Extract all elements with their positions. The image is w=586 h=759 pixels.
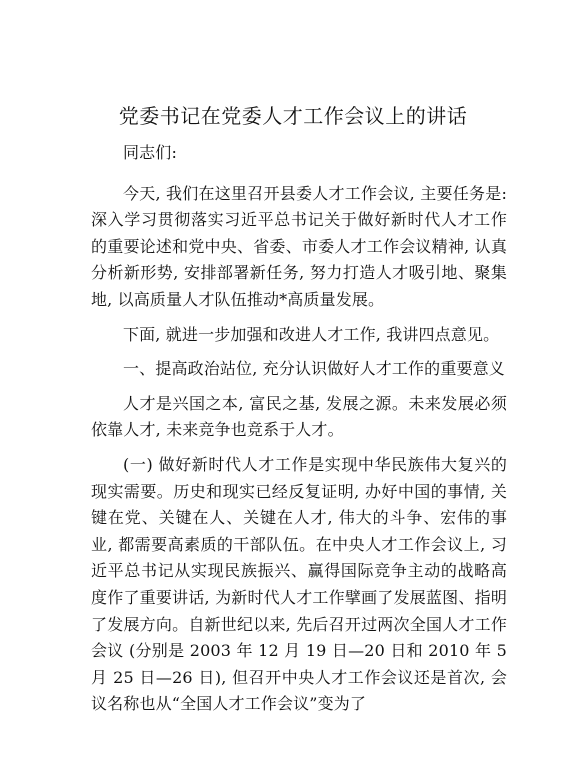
greeting-line: 同志们: [123, 143, 177, 162]
section-paragraph: (一) 做好新时代人才工作是实现中华民族伟大复兴的现实需要。历史和现实已经反复证明, 办好中国的事情, 关键在党、关键在人、关键在人才, 伟大的斗争、宏伟的事业, 都需要高素质的干部队伍。在中央人才工作会议上, 习近平总书记从实现民族振兴、赢得国际竞争主动的战略高度作了重要讲话, 为新时代人才工作擘画了发展蓝图、指明了发展方向。自新世纪以来, 先后召开过两次全国人才工作会议 (分别是 2003 年 12 月 19 日—20 日和 2010 年 5 月 25 日—26 日), 但召开中央人才工作会议还是首次, 会议名称也从“全国人才工作会议”变为了 [91, 454, 507, 714]
document-title: 党委书记在党委人才工作会议上的讲话 [118, 104, 468, 128]
section-paragraph: 人才是兴国之本, 富民之基, 发展之源。未来发展必须依靠人才, 未来竞争也竞系于人才。 [91, 393, 507, 440]
section-heading: 一、提高政治站位, 充分认识做好人才工作的重要意义 [123, 359, 505, 379]
outline-paragraph: 下面, 就进一步加强和改进人才工作, 我讲四点意见。 [123, 324, 500, 344]
intro-paragraph: 今天, 我们在这里召开县委人才工作会议, 主要任务是: 深入学习贯彻落实习近平总书记关于做好新时代人才工作的重要论述和党中央、省委、市委人才工作会议精神, 认真分析新形势, 安排部署新任务, 努力打造人才吸引地、聚集地, 以高质量人才队伍推动*高质量发展。 [91, 183, 507, 309]
document-body [91, 140, 507, 726]
